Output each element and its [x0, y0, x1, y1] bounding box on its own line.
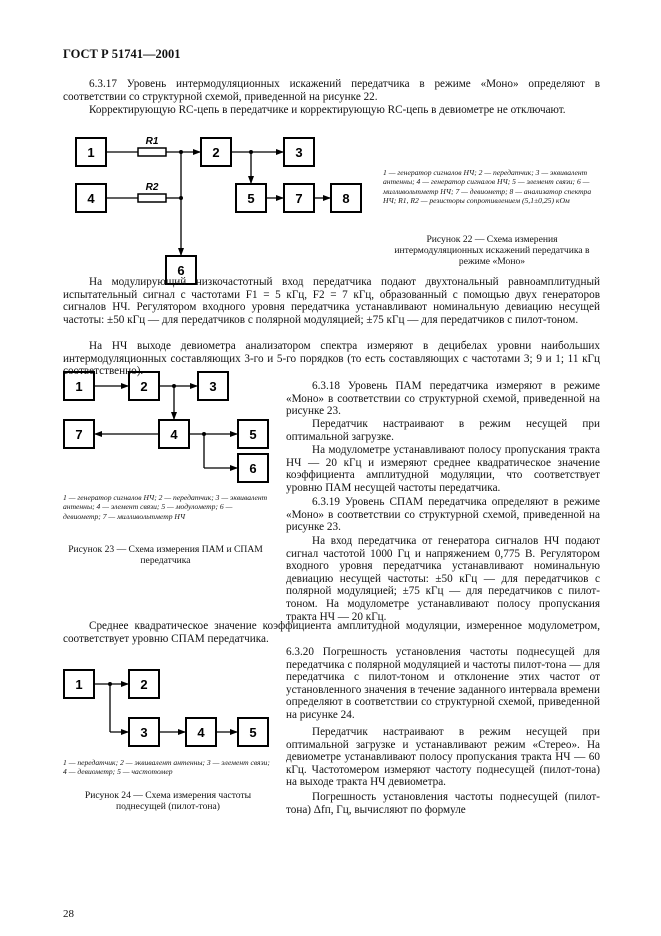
svg-text:1: 1	[87, 145, 95, 160]
svg-text:4: 4	[170, 427, 178, 442]
figure-24-caption: Рисунок 24 — Схема измерения частоты поднесущей (пилот-тона)	[84, 790, 252, 812]
svg-text:6: 6	[177, 263, 185, 278]
svg-text:6: 6	[249, 461, 257, 476]
figure-23-diagram	[58, 368, 273, 486]
figure-22-diagram	[66, 130, 376, 290]
para-6-3-19: 6.3.19 Уровень СПАМ передатчика определяют в режиме «Моно» в соответствии со структурной схемой, приведенной на рисунке 23.	[286, 496, 600, 534]
para-output-measure: На НЧ выходе девиометра анализатором спектра измеряют в децибелах уровни наибольших интермодуляционных составляющих 3-го и 5-го порядков (то есть составляющих с частотами 3; 9 и 1; 11 кГц соответственно).	[63, 340, 600, 378]
para-signal-text: На вход передатчика от генератора сигналов НЧ подают сигнал частотой 1000 Гц и напряжением 0,775 В. Регулятором входного уровня передатчика устанавливают номинальную девиацию несущей частоты: ±50 кГц — для передатчиков с полярной модуляцией; ±75 кГц — для передатчиков с пилот-тоном. На модулометре устанавливают полосу пропускания тракта НЧ — 20 кГц.	[286, 535, 600, 623]
figure-22-caption: Рисунок 22 — Схема измерения интермодуляционных искажений передатчика в режиме «Моно»	[394, 234, 590, 267]
para-6-3-17: 6.3.17 Уровень интермодуляционных искажений передатчика в режиме «Моно» определяют в соответствии со структурной схемой, приведенной на рисунке 22.	[63, 78, 600, 103]
svg-text:5: 5	[249, 427, 257, 442]
svg-text:1: 1	[75, 677, 83, 692]
svg-text:R2: R2	[145, 182, 159, 193]
svg-text:7: 7	[75, 427, 83, 442]
svg-text:4: 4	[197, 725, 205, 740]
figure-22-legend: 1 — генератор сигналов НЧ; 2 — передатчик; 3 — эквивалент антенны; 4 — генератор сигналов НЧ; 5 — элемент связи; 6 — милливольтметр НЧ; 7 — девиометр; 8 — анализатор спектра НЧ; R1, R2 — резисторы сопротивлением (5,1±0,25) кОм	[383, 168, 592, 206]
svg-text:3: 3	[140, 725, 148, 740]
svg-text:7: 7	[295, 191, 303, 206]
svg-text:4: 4	[87, 191, 95, 206]
para-modulometer: На модулометре устанавливают полосу пропускания тракта НЧ — 20 кГц и измеряют среднее квадратическое значение коэффициента амплитудной модуляции, что соответствует уровню ПАМ несущей частоты передатчика.	[286, 444, 600, 494]
page-number: 28	[63, 908, 74, 920]
para-signal	[63, 535, 600, 623]
figure-23-caption: Рисунок 23 — Схема измерения ПАМ и СПАМ передатчика	[68, 544, 263, 566]
svg-text:5: 5	[249, 725, 257, 740]
para-rc-circuit: Корректирующую RC-цепь в передатчике и корректирующую RC-цепь в девиометре не отключают.	[89, 104, 566, 116]
para-6-3-18: 6.3.18 Уровень ПАМ передатчика измеряют в режиме «Моно» в соответствии со структурной схемой, приведенной на рисунке 23.	[286, 380, 600, 418]
svg-text:3: 3	[295, 145, 303, 160]
para-input-signal: На модулирующий низкочастотный вход передатчика подают двухтональный равноамплитудный испытательный сигнал с частотами F1 = 5 кГц, F2 = 7 кГц, образованный с помощью двух генераторов сигналов НЧ. Регулятором входного уровня передатчика устанавливают номинальную девиацию несущей частоты: ±50 кГц — для передатчиков с полярной модуляцией; ±75 кГц — для передатчиков с пилот-тоном.	[63, 276, 600, 326]
svg-text:2: 2	[140, 379, 148, 394]
para-error-formula: Погрешность установления частоты поднесущей (пилот-тона) Δfп, Гц, вычисляют по формуле	[286, 791, 600, 816]
fig22-resistor-r1	[138, 148, 166, 156]
svg-text:2: 2	[212, 145, 220, 160]
para-tune-carrier: Передатчик настраивают в режим несущей при оптимальной загрузке.	[286, 418, 600, 443]
svg-text:1: 1	[75, 379, 83, 394]
svg-text:2: 2	[140, 677, 148, 692]
para-6-3-20-text: 6.3.20 Погрешность установления частоты поднесущей для передатчика с полярной модуляцией и частоты пилот-тона — для передатчика с пилот-тоном и отклонение этих частот от установленного значения в течение заданного интервала времени определяют в соответствии со структурной схемой, приведенной на рисунке 24.	[286, 646, 600, 721]
page-header: ГОСТ Р 51741—2001	[63, 47, 181, 61]
svg-text:3: 3	[209, 379, 217, 394]
fig22-resistor-r2	[138, 194, 166, 202]
figure-24-diagram	[58, 666, 273, 750]
figure-24-legend: 1 — передатчик; 2 — эквивалент антенны; 3 — элемент связи; 4 — девиометр; 5 — частотомер	[63, 758, 270, 777]
svg-text:8: 8	[342, 191, 350, 206]
para-avg-spam: Среднее квадратическое значение коэффициента амплитудной модуляции, измеренное модулометром, соответствует уровню СПАМ передатчика.	[63, 620, 600, 645]
svg-text:R1: R1	[145, 136, 159, 147]
figure-23-legend: 1 — генератор сигналов НЧ; 2 — передатчик; 3 — эквивалент антенны; 4 — элемент связи; 5 — модулометр; 6 — девиометр; 7 — милливольтметр НЧ	[63, 493, 268, 521]
svg-text:5: 5	[247, 191, 255, 206]
para-stereo: Передатчик настраивают в режим несущей при оптимальной загрузке и устанавливают режим «Стерео». На девиометре устанавливают полосу пропускания тракта НЧ — 60 кГц. Частотомером измеряют частоту поднесущей (пилот-тона) на выходе тракта НЧ девиометра.	[286, 726, 600, 789]
